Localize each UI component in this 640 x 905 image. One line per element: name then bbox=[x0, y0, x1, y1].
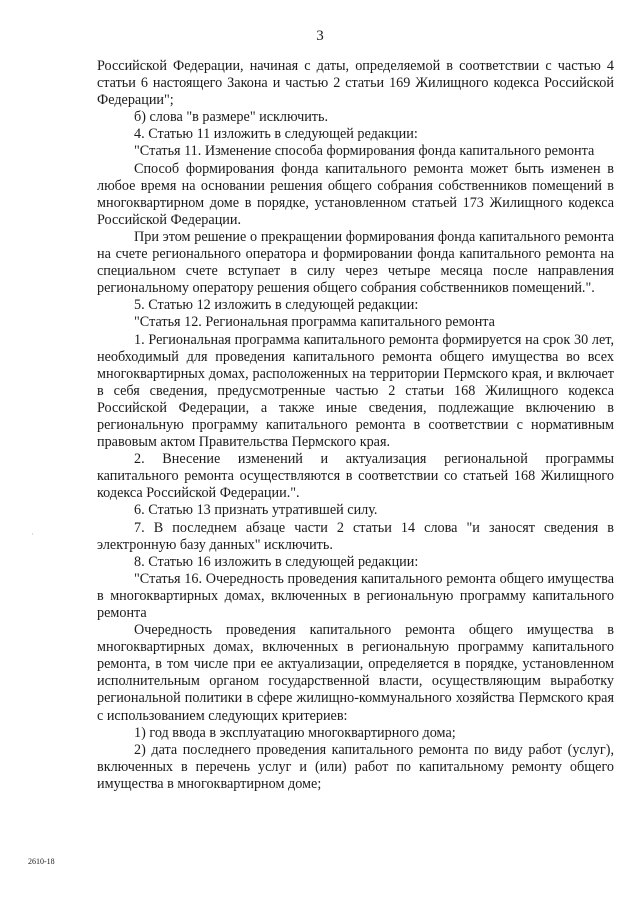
paragraph: Способ формирования фонда капитального ремонта может быть изменен в любое время на основании решения общего собрания собственников помещений в многоквартирном доме в порядке, установленном статьей 173 Жилищного кодекса Российской Федерации. bbox=[97, 160, 614, 228]
paragraph: 7. В последнем абзаце части 2 статьи 14 слова "и заносят сведения в электронную базу данных" исключить. bbox=[97, 519, 614, 553]
list-item: 2) дата последнего проведения капитального ремонта по виду работ (услуг), включенных в перечень услуг и (или) работ по капитальному ремонту общего имущества в многоквартирном доме; bbox=[97, 741, 614, 792]
document-code: 2610-18 bbox=[28, 857, 55, 866]
paragraph: Российской Федерации, начиная с даты, определяемой в соответствии с частью 4 статьи 6 настоящего Закона и частью 2 статьи 169 Жилищного кодекса Российской Федерации"; bbox=[97, 58, 614, 109]
paragraph: 1. Региональная программа капитального ремонта формируется на срок 30 лет, необходимый для проведения капитального ремонта общего имущества во всех многоквартирных домах, расположенных на территории Пермского края, и включает в себя сведения, предусмотренные частью 2 статьи 168 Жилищного кодекса Российской Федерации, а также иные сведения, подлежащие включению в региональную программу капитального ремонта в соответствии с нормативным правовым актом Правительства Пермского края. bbox=[97, 331, 614, 451]
paragraph: 6. Статью 13 признать утратившей силу. bbox=[134, 502, 378, 519]
article-heading: "Статья 16. Очередность проведения капитального ремонта общего имущества в многоквартирных домах, включенных в региональную программу капитального ремонта bbox=[97, 570, 614, 621]
margin-mark: · bbox=[31, 530, 34, 539]
document-body bbox=[97, 58, 614, 793]
paragraph: 5. Статью 12 изложить в следующей редакции: bbox=[134, 297, 419, 314]
page-number: 3 bbox=[316, 28, 324, 44]
paragraph: При этом решение о прекращении формирования фонда капитального ремонта на счете регионального оператора и формировании фонда капитального ремонта на специальном счете вступает в силу через четыре месяца после направления региональному оператору решения общего собрания собственников помещений.". bbox=[97, 228, 614, 297]
paragraph: б) слова "в размере" исключить. bbox=[134, 109, 329, 126]
paragraph: Очередность проведения капитального ремонта общего имущества в многоквартирных домах, включенных в региональную программу капитального ремонта, в том числе при ее актуализации, определяется в порядке, установленном исполнительным органом государственной власти, осуществляющим выработку региональной политики в сфере жилищно-коммунального хозяйства Пермского края с использованием следующих критериев: bbox=[97, 622, 614, 724]
paragraph: 4. Статью 11 изложить в следующей редакции: bbox=[134, 126, 418, 143]
article-heading: "Статья 12. Региональная программа капитального ремонта bbox=[134, 314, 495, 331]
paragraph: 2. Внесение изменений и актуализация региональной программы капитального ремонта осуществляются в соответствии со статьей 168 Жилищного кодекса Российской Федерации.". bbox=[97, 451, 614, 502]
list-item: 1) год ввода в эксплуатацию многоквартирного дома; bbox=[134, 724, 456, 741]
article-heading: "Статья 11. Изменение способа формирования фонда капитального ремонта bbox=[134, 143, 595, 160]
paragraph: 8. Статью 16 изложить в следующей редакции: bbox=[134, 553, 419, 570]
